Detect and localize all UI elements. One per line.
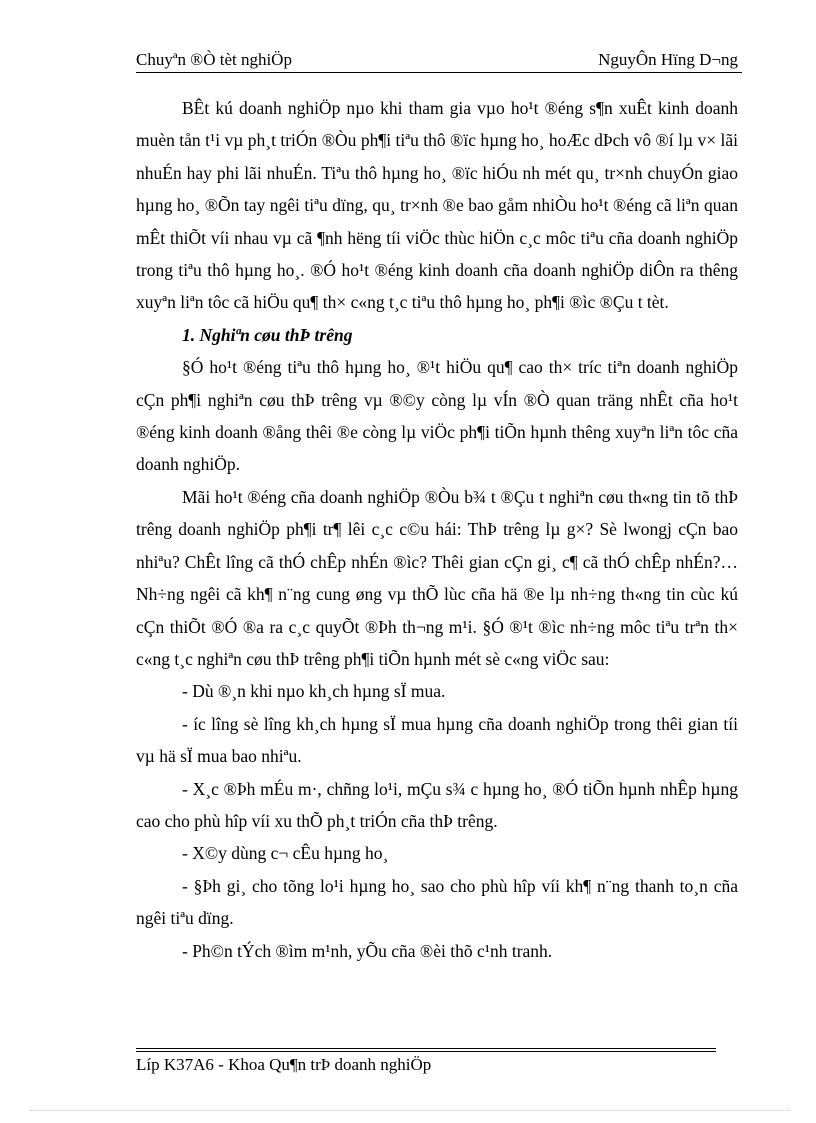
header-title: Chuyªn ®Ò tèt nghiÖp [136,50,292,69]
list-item: - Ph©n tÝch ®ìm m¹nh, yÕu cña ®èi thõ c¹nh tranh. [182,940,553,961]
section-paragraph-2: Mãi ho¹t ®éng cña doanh nghiÖp ®Òu b¾ t ®Çu t nghiªn cøu th«ng tin tõ thÞ trêng doanh nghiÖp ph¶i tr¶ lêi c¸c c©u hái: ThÞ trêng lµ g×? Sè lwongj cÇn bao nhiªu? ChÊt lîng cã thÓ chÊp nhÉn ®ìc? Thêi gian cÇn gi¸ c¶ cã thÓ chÊp nhÉn?… Nh÷ng ngêi cã kh¶ n¨ng cung øng vµ thÕ lùc cña hä ®e lµ nh÷ng th«ng tin cùc kú cÇn thiÕt ®Ó ®a ra c¸c quyÕt ®Þh th¬ng m¹i. §Ó ®¹t ®ìc nh÷ng môc tiªu trªn th× c«ng t¸c nghiªn cøu thÞ trêng ph¶i tiÕn hµnh mét sè c«ng viÖc sau: [136,486,738,669]
document-body [136,92,738,967]
footer-divider [136,1051,716,1052]
list-item: - X¸c ®Þh mÉu m·, chñng lo¹i, mÇu s¾ c hµng ho¸ ®Ó tiÕn hµnh nhÊp hµng cao cho phù hîp víi xu thÕ ph¸t triÓn cña thÞ trêng. [136,778,738,831]
list-item: - Dù ®¸n khi nµo kh¸ch hµng sÏ mua. [182,681,446,702]
header-author: NguyÔn Hïng D¬ng [598,50,738,69]
footer-divider [136,1048,716,1049]
header-divider [136,72,742,73]
page-header [136,48,742,72]
intro-paragraph: BÊt kú doanh nghiÖp nµo khi tham gia vµo ho¹t ®éng s¶n xuÊt kinh doanh muèn tån t¹i vµ ph¸t triÓn ®Òu ph¶i tiªu thô ®ïc hµng ho¸ hoÆc dÞch vô ®í lµ v× lãi nhuÉn hay phi lãi nhuÉn. Tiªu thô hµng ho¸ ®ïc hiÓu nh mét qu¸ tr×nh chuyÓn giao hµng ho¸ ®Õn tay ngêi tiªu dïng, qu¸ tr×nh ®e bao gåm nhiÒu ho¹t ®éng cã liªn quan mÊt thiÕt víi nhau vµ cã ¶nh hëng tíi viÖc thùc hiÖn c¸c môc tiªu cña doanh nghiÖp trong tiªu thô hµng ho¸. ®Ó ho¹t ®éng kinh doanh cña doanh nghiÖp diÔn ra thêng xuyªn liªn tôc cã hiÖu qu¶ th× c«ng t¸c tiªu thô hµng ho¸ ph¶i ®ìc ®Çu t tèt. [136,98,738,313]
list-item: - X©y dùng c¬ cÊu hµng ho¸ [182,843,389,864]
list-item: - §Þh gi¸ cho tõng lo¹i hµng ho¸ sao cho phù hîp víi kh¶ n¨ng thanh to¸n cña ngêi tiªu dïng. [136,875,738,929]
list-item: - íc lîng sè lîng kh¸ch hµng sÏ mua hµng cña doanh nghiÖp trong thêi gian tíi vµ hä sÏ mua bao nhiªu. [136,713,738,767]
section-heading: 1. Nghiªn cøu thÞ trêng [182,324,353,345]
section-paragraph-1: §Ó ho¹t ®éng tiªu thô hµng ho¸ ®¹t hiÖu qu¶ cao th× tríc tiªn doanh nghiÖp cÇn ph¶i nghiªn cøu thÞ trêng vµ ®©y còng lµ vÍn ®Ò quan träng nhÊt cña ho¹t ®éng kinh doanh ®ång thêi ®e còng lµ viÖc ph¶i tiÕn hµnh thêng xuyªn liªn tôc cña doanh nghiÖp. [136,357,738,475]
page-footer: Líp K37A6 - Khoa Qu¶n trÞ doanh nghiÖp [136,1055,432,1074]
page-edge-divider [30,1110,790,1111]
